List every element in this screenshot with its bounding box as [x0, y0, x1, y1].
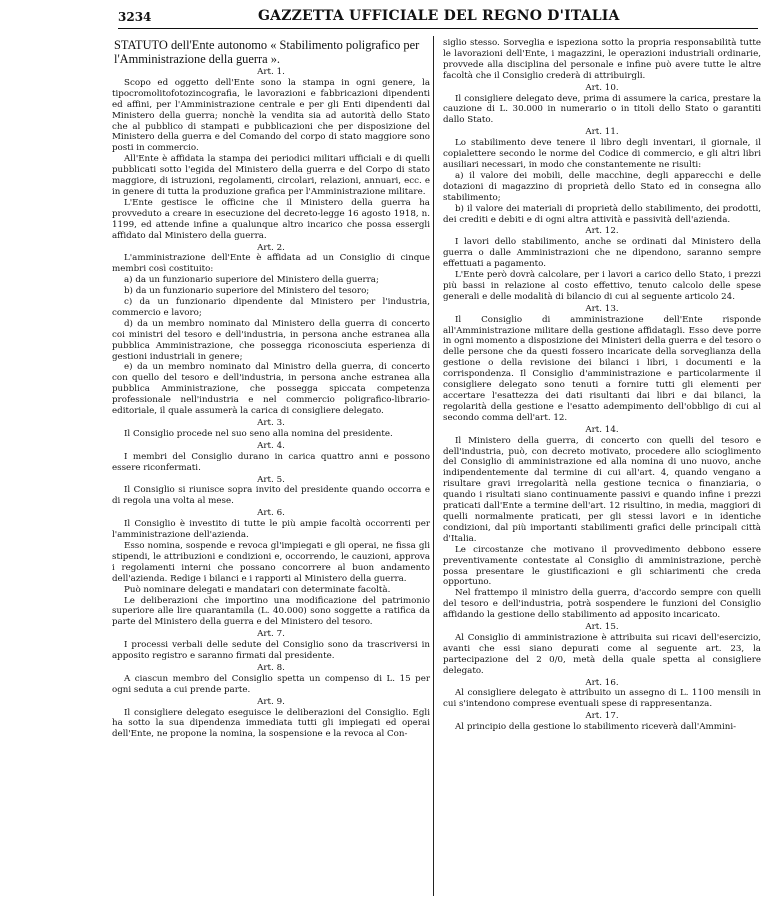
paragraph: Scopo ed oggetto dell'Ente sono la stampa in ogni genere, la tipocromolitofotozincografia, le lavorazioni e fabbricazioni dipendenti ed affini, per l'Amministrazione centrale e per gli Enti dipendenti dal Ministero della guerra; nonchè la vendita sia ad autorità dello Stato che al pubblico di stampati e pubblicazioni che per disposizione del Ministero della guerra e del Comando del corpo di stato maggiore sono posti in commercio.: [112, 77, 430, 154]
paragraph: Il Ministero della guerra, di concerto con quelli del tesoro e dell'industria, può, con decreto motivato, procedere allo scioglimento del Consiglio di amministrazione ed alla nomina di uno nuovo, anche indipendentemente dal termine di cui all'art. 4, quando vengano a risultare gravi irregolarità nella gestione tecnica o finanziaria, o quando i risultati siano continuamente passivi e quando infine i prezzi praticati dall'Ente a termine dell'art. 12 risultino, in media, maggiori di quelli normalmente praticati, per gli stessi lavori e in identiche condizioni, dal più importanti stabilimenti grafici delle principali città d'Italia.: [443, 435, 761, 544]
article-heading: Art. 16.: [585, 677, 619, 688]
paragraph: I lavori dello stabilimento, anche se ordinati dal Ministero della guerra o dalle Amministrazioni che ne dipendono, saranno sempre effettuati a pagamento.: [443, 237, 761, 270]
paragraph: a) il valore dei mobili, delle macchine, degli apparecchi e delle dotazioni di magazzino di proprietà dello Stato ed in consegna allo stabilimento;: [443, 170, 761, 203]
article-heading: Art. 12.: [585, 226, 619, 237]
gazette-title: GAZZETTA UFFICIALE DEL REGNO D'ITALIA: [258, 8, 620, 24]
paragraph: L'Ente gestisce le officine che il Ministero della guerra ha provveduto a creare in esecuzione del decreto-legge 16 agosto 1918, n. 1199, ed attende infine a qualunque altro incarico che possa essergli affidato dal Ministero della guerra.: [112, 197, 430, 241]
paragraph: Al principio della gestione lo stabilimento riceverà dall'Ammini-: [455, 722, 737, 733]
paragraph: Le circostanze che motivano il provvedimento debbono essere preventivamente contestate al Consiglio di amministrazione, perchè possa presentare le giustificazioni e gli schiarimenti che creda opportuno.: [443, 544, 761, 588]
article-heading: Art. 2.: [257, 242, 285, 253]
article-heading: Art. 8.: [257, 662, 285, 673]
paragraph: Nel frattempo il ministro della guerra, d'accordo sempre con quelli del tesoro e dell'industria, potrà sospendere le funzioni del Consiglio affidando la gestione dello stabilimento ad apposito incaricato.: [443, 588, 761, 621]
article-heading: Art. 6.: [257, 508, 285, 519]
paragraph: Al consigliere delegato è attribuito un assegno di L. 1100 mensili in cui s'intendono comprese eventuali spese di rappresentanza.: [443, 688, 761, 710]
statute-title: STATUTO dell'Ente autonomo « Stabilimento poligrafico per l'Amministrazione della guerra ».: [114, 38, 420, 66]
article-heading: Art. 15.: [585, 622, 619, 633]
article-heading: Art. 10.: [585, 82, 619, 93]
paragraph: I membri del Consiglio durano in carica quattro anni e possono essere riconfermati.: [112, 451, 430, 473]
paragraph: b) il valore dei materiali di proprietà dello stabilimento, dei prodotti, dei crediti e debiti e di ogni altra attività e passività dell'azienda.: [443, 203, 761, 225]
paragraph: Può nominare delegati e mandatari con determinate facoltà.: [124, 584, 391, 595]
paragraph: Il Consiglio è investito di tutte le più ampie facoltà occorrenti per l'amministrazione dell'azienda.: [112, 519, 430, 541]
paragraph: Il Consiglio si riunisce sopra invito del presidente quando occorra e di regola una volta al mese.: [112, 485, 430, 507]
paragraph: Lo stabilimento deve tenere il libro degli inventari, il giornale, il copialettere secondo le norme del Codice di commercio, e gli altri libri ausiliari necessari, in modo che constantemente ne risulti:: [443, 138, 761, 170]
left-column: [112, 38, 430, 740]
paragraph: Al Consiglio di amministrazione è attribuita sui ricavi dell'esercizio, avanti che essi siano depurati come al seguente art. 23, la partecipazione del 2 0/0, metà della quale spetta al consigliere delegato.: [443, 632, 761, 676]
article-heading: Art. 7.: [257, 629, 285, 640]
paragraph: Esso nomina, sospende e revoca gl'impiegati e gli operai, ne fissa gli stipendi, le attribuzioni e condizioni e, occorrendo, le cauzioni, approva i regolamenti interni che possano concorrere al buon andamento dell'azienda. Redige i bilanci e i rapporti al Ministero della guerra.: [112, 540, 430, 584]
paragraph: d) da un membro nominato dal Ministero della guerra di concerto coi ministri del tesoro e dell'industria, in persona anche estranea alla pubblica Amministrazione, che possegga riconosciuta esperienza di gestioni industriali in genere;: [112, 318, 430, 362]
paragraph: c) da un funzionario dipendente dal Ministero per l'industria, commercio e lavoro;: [112, 297, 430, 318]
paragraph: L'Ente però dovrà calcolare, per i lavori a carico dello Stato, i prezzi più bassi in relazione al costo effettivo, tenuto calcolo delle spese generali e delle modalità di bilancio di cui al seguente articolo 24.: [443, 270, 761, 302]
article-heading: Art. 17.: [585, 711, 619, 722]
page-number: 3234: [118, 10, 152, 24]
paragraph: Il consigliere delegato deve, prima di assumere la carica, prestare la cauzione di L. 30.000 in numerario o in titoli dello Stato o garantiti dallo Stato.: [443, 93, 761, 126]
right-column: [443, 38, 761, 733]
article-heading: Art. 4.: [257, 440, 285, 451]
article-heading: Art. 5.: [257, 474, 285, 485]
paragraph: b) da un funzionario superiore del Ministero del tesoro;: [124, 286, 370, 297]
article-heading: Art. 14.: [585, 424, 619, 435]
paragraph: e) da un membro nominato dal Ministro della guerra, di concerto con quello del tesoro e dell'industria, in persona anche estranea alla pubblica Amministrazione, che possegga spiccata competenza professionale nell'industria e nel commercio poligrafico-librario-editoriale, il quale assumerà la carica di consigliere delegato.: [112, 362, 430, 417]
paragraph: Il Consiglio procede nel suo seno alla nomina del presidente.: [124, 428, 393, 439]
column-divider: [433, 36, 434, 896]
paragraph: a) da un funzionario superiore del Ministero della guerra;: [124, 275, 379, 286]
article-heading: Art. 9.: [257, 696, 285, 707]
paragraph: A ciascun membro del Consiglio spetta un compenso di L. 15 per ogni seduta a cui prende parte.: [112, 673, 430, 695]
paragraph: I processi verbali delle sedute del Consiglio sono da trascriversi in apposito registro e saranno firmati dal presidente.: [112, 640, 430, 662]
paragraph: All'Ente è affidata la stampa dei periodici militari ufficiali e di quelli pubblicati sotto l'egida del Ministero della guerra e del Corpo di stato maggiore, di istruzioni, regolamenti, circolari, relazioni, annuari, ecc. e in genere di tutta la produzione grafica per l'Amministrazione militare.: [112, 154, 430, 197]
article-heading: Art. 1.: [257, 67, 285, 77]
article-heading: Art. 13.: [585, 303, 619, 314]
paragraph: siglio stesso. Sorveglia e ispeziona sotto la propria responsabilità tutte le lavorazioni dell'Ente, i magazzini, le operazioni industriali ordinarie, provvede alla disciplina del personale e infine può avere tutte le altre facoltà che il Consiglio crederà di attribuirgli.: [443, 38, 761, 81]
article-heading: Art. 11.: [585, 127, 619, 138]
paragraph: Il Consiglio di amministrazione dell'Ente risponde all'Amministrazione militare della gestione affidatagli. Esso deve porre in ogni momento a disposizione dei Ministeri della guerra e del tesoro o delle persone che da questi fossero incaricate della sorveglianza della gestione o della revisione dei bilanci i libri, i documenti e la corrispondenza. Il Consiglio d'amministrazione e particolarmente il consigliere delegato sono tenuti a fornire tutti gli elementi per accertare l'esattezza dei dati risultanti dai libri e dai bilanci, la regolarità della gestione e l'esatto adempimento dell'obbligo di cui al secondo comma dell'art. 12.: [443, 314, 761, 423]
paragraph: Le deliberazioni che importino una modificazione del patrimonio superiore alle lire quarantamila (L. 40.000) sono soggette a ratifica da parte del Ministero della guerra e del Ministero del tesoro.: [112, 595, 430, 628]
page-header: [118, 6, 758, 29]
paragraph: Il consigliere delegato eseguisce le deliberazioni del Consiglio. Egli ha sotto la sua dipendenza immediata tutti gli impiegati ed operai dell'Ente, ne propone la nomina, la sospensione e la revoca al Con-: [112, 707, 430, 740]
paragraph: L'amministrazione dell'Ente è affidata ad un Consiglio di cinque membri così costituito:: [112, 253, 430, 275]
article-heading: Art. 3.: [257, 418, 285, 428]
